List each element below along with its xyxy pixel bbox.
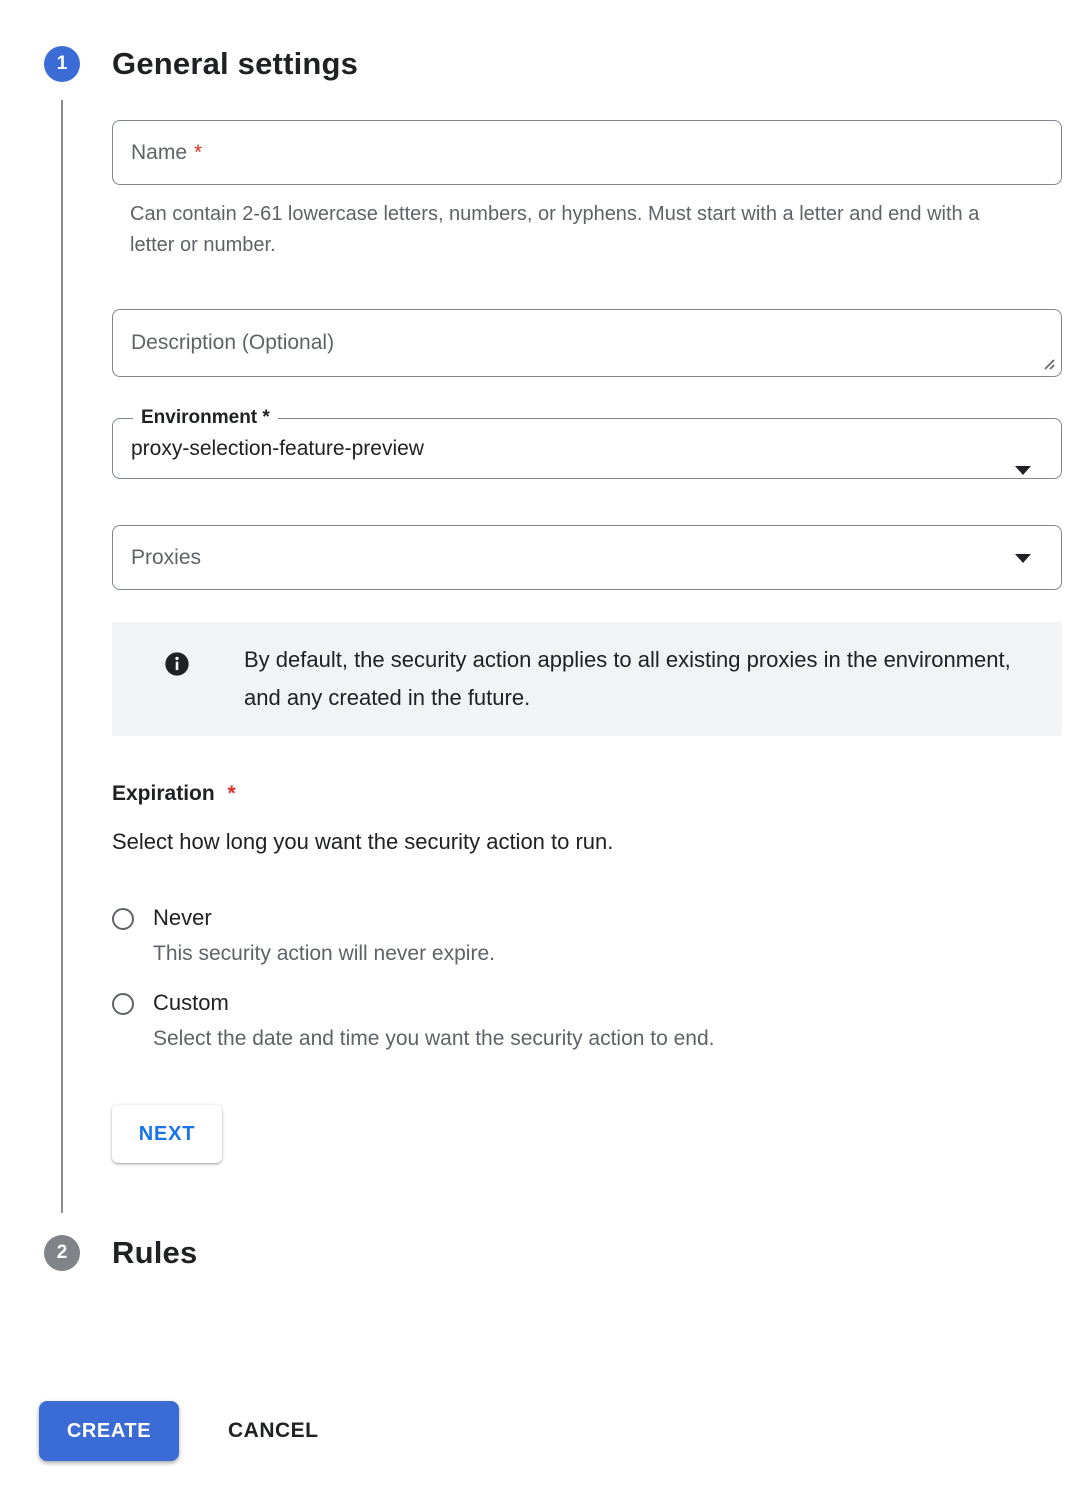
name-input[interactable] <box>112 120 1062 185</box>
step1-number: 1 <box>56 53 68 74</box>
description-textarea[interactable] <box>112 309 1062 377</box>
expiration-option-never[interactable] <box>112 905 1084 966</box>
step1-content <box>61 100 1084 1213</box>
proxies-info-notice <box>112 622 1062 736</box>
step2-number: 2 <box>56 1242 68 1263</box>
expiration-label: Expiration * <box>112 782 236 805</box>
name-required-asterisk: * <box>194 140 203 164</box>
form-actions <box>0 1401 1084 1461</box>
step2-circle <box>44 1235 80 1271</box>
info-notice-text: By default, the security action applies to all existing proxies in the environment, and any created in the future. <box>244 647 1011 710</box>
radio-button-icon[interactable] <box>112 908 134 930</box>
step2-title: Rules <box>112 1235 198 1270</box>
expiration-description: Select how long you want the security action to run. <box>112 829 614 854</box>
environment-value: proxy-selection-feature-preview <box>131 436 424 460</box>
never-option-description: This security action will never expire. <box>153 942 495 965</box>
environment-required-asterisk: * <box>262 407 270 428</box>
name-helper-text: Can contain 2-61 lowercase letters, numbers, or hyphens. Must start with a letter and end with a letter or number. <box>130 203 980 256</box>
environment-select[interactable] <box>112 407 1062 479</box>
step2-header <box>0 1235 1084 1271</box>
arrow-drop-down-icon <box>1015 466 1031 475</box>
resize-handle-icon[interactable] <box>1041 356 1056 371</box>
custom-option-description: Select the date and time you want the security action to end. <box>153 1027 715 1050</box>
environment-label: Environment * <box>141 407 270 428</box>
expiration-required-asterisk: * <box>227 782 236 805</box>
name-placeholder: Name <box>131 140 188 164</box>
proxies-select[interactable] <box>112 525 1062 590</box>
next-button[interactable]: NEXT <box>112 1105 222 1163</box>
radio-button-icon[interactable] <box>112 993 134 1015</box>
step1-circle <box>44 46 80 82</box>
arrow-drop-down-icon <box>1015 554 1031 563</box>
info-icon <box>163 650 191 678</box>
description-placeholder: Description (Optional) <box>131 331 335 354</box>
create-button[interactable]: CREATE <box>39 1401 179 1461</box>
cancel-button[interactable]: CANCEL <box>228 1419 319 1442</box>
step1-header <box>0 46 1084 82</box>
custom-option-label: Custom <box>153 990 229 1015</box>
expiration-option-custom[interactable] <box>112 990 1084 1051</box>
never-option-label: Never <box>153 905 212 930</box>
step1-title: General settings <box>112 46 359 81</box>
proxies-placeholder: Proxies <box>131 545 202 569</box>
